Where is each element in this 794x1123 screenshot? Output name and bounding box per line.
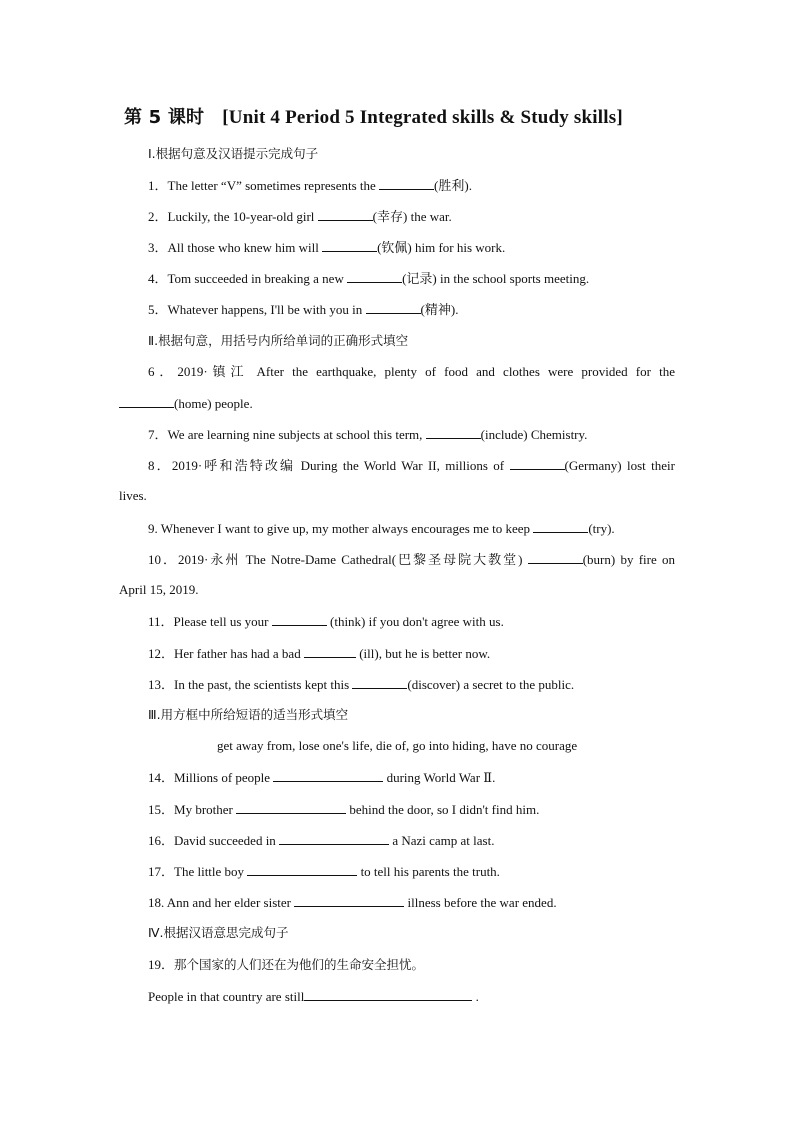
answer-blank[interactable] [294,894,404,907]
answer-blank[interactable] [304,988,472,1001]
answer-blank[interactable] [279,832,389,845]
answer-blank[interactable] [119,395,174,408]
section-2-heading: Ⅱ.根据句意，用括号内所给单词的正确形式填空 [148,333,409,348]
answer-blank[interactable] [528,551,583,564]
section-3-heading: Ⅲ.用方框中所给短语的适当形式填空 [148,707,349,722]
question-7: 7．We are learning nine subjects at school this term, (include) Chemistry. [148,427,588,442]
answer-blank[interactable] [318,208,373,221]
answer-blank[interactable] [510,457,565,470]
question-13: 13．In the past, the scientists kept this (discover) a secret to the public. [148,677,575,692]
lesson-number: 第 5 课时 [124,107,205,128]
question-9: 9. Whenever I want to give up, my mother always encourages me to keep (try). [148,521,615,536]
question-5: 5．Whatever happens, I'll be with you in (精神). [148,302,459,317]
question-10-continued: April 15, 2019. [119,582,199,597]
page-title [124,103,623,129]
answer-blank[interactable] [236,801,346,814]
question-1: 1．The letter “V” sometimes represents the (胜利). [148,178,472,193]
question-4: 4．Tom succeeded in breaking a new (记录) in the school sports meeting. [148,271,590,286]
question-17: 17．The little boy to tell his parents the truth. [148,864,500,879]
question-16: 16．David succeeded in a Nazi camp at last. [148,833,495,848]
answer-blank[interactable] [533,520,588,533]
answer-blank[interactable] [247,863,357,876]
answer-blank[interactable] [304,645,356,658]
answer-blank[interactable] [426,426,481,439]
question-source: 2019·呼和浩特改编 [171,458,296,473]
answer-blank[interactable] [273,769,383,782]
answer-blank[interactable] [366,301,421,314]
phrase-box: get away from, lose one's life, die of, go into hiding, have no courage [217,738,578,753]
question-6: 6．2019·镇江 After the earthquake, plenty of food and clothes were provided for the [148,364,675,379]
question-6-continued: (home) people. [119,395,253,412]
question-18: 18. Ann and her elder sister illness before the war ended. [148,895,557,910]
question-8-continued: lives. [119,488,147,503]
question-14: 14．Millions of people during World War Ⅱ. [148,770,496,785]
question-15: 15．My brother behind the door, so I didn't find him. [148,802,540,817]
question-source: 2019·镇江 [177,364,249,379]
question-12: 12．Her father has had a bad (ill), but he is better now. [148,646,491,661]
chinese-prompt: 那个国家的人们还在为他们的生命安全担忧。 [174,957,425,972]
answer-blank[interactable] [352,676,407,689]
question-8: 8．2019·呼和浩特改编 During the World War II, millions of (Germany) lost their [148,458,675,473]
question-11: 11．Please tell us your (think) if you don't agree with us. [148,614,504,629]
question-19: 19．那个国家的人们还在为他们的生命安全担忧。 [148,957,425,972]
answer-blank[interactable] [322,239,377,252]
answer-blank[interactable] [272,613,327,626]
question-2: 2．Luckily, the 10-year-old girl (幸存) the war. [148,209,452,224]
question-19-answer: People in that country are still . [148,989,479,1004]
answer-blank[interactable] [379,177,434,190]
question-source: 2019·永州 [178,552,241,567]
answer-blank[interactable] [347,270,402,283]
unit-title: [Unit 4 Period 5 Integrated skills & Study skills] [222,107,623,128]
section-4-heading: Ⅳ.根据汉语意思完成句子 [148,925,289,940]
question-10: 10．2019·永州 The Notre-Dame Cathedral(巴黎圣母院大教堂) (burn) by fire on [148,552,675,567]
section-1-heading: Ⅰ.根据句意及汉语提示完成句子 [148,146,319,161]
question-3: 3．All those who knew him will (钦佩) him for his work. [148,240,506,255]
